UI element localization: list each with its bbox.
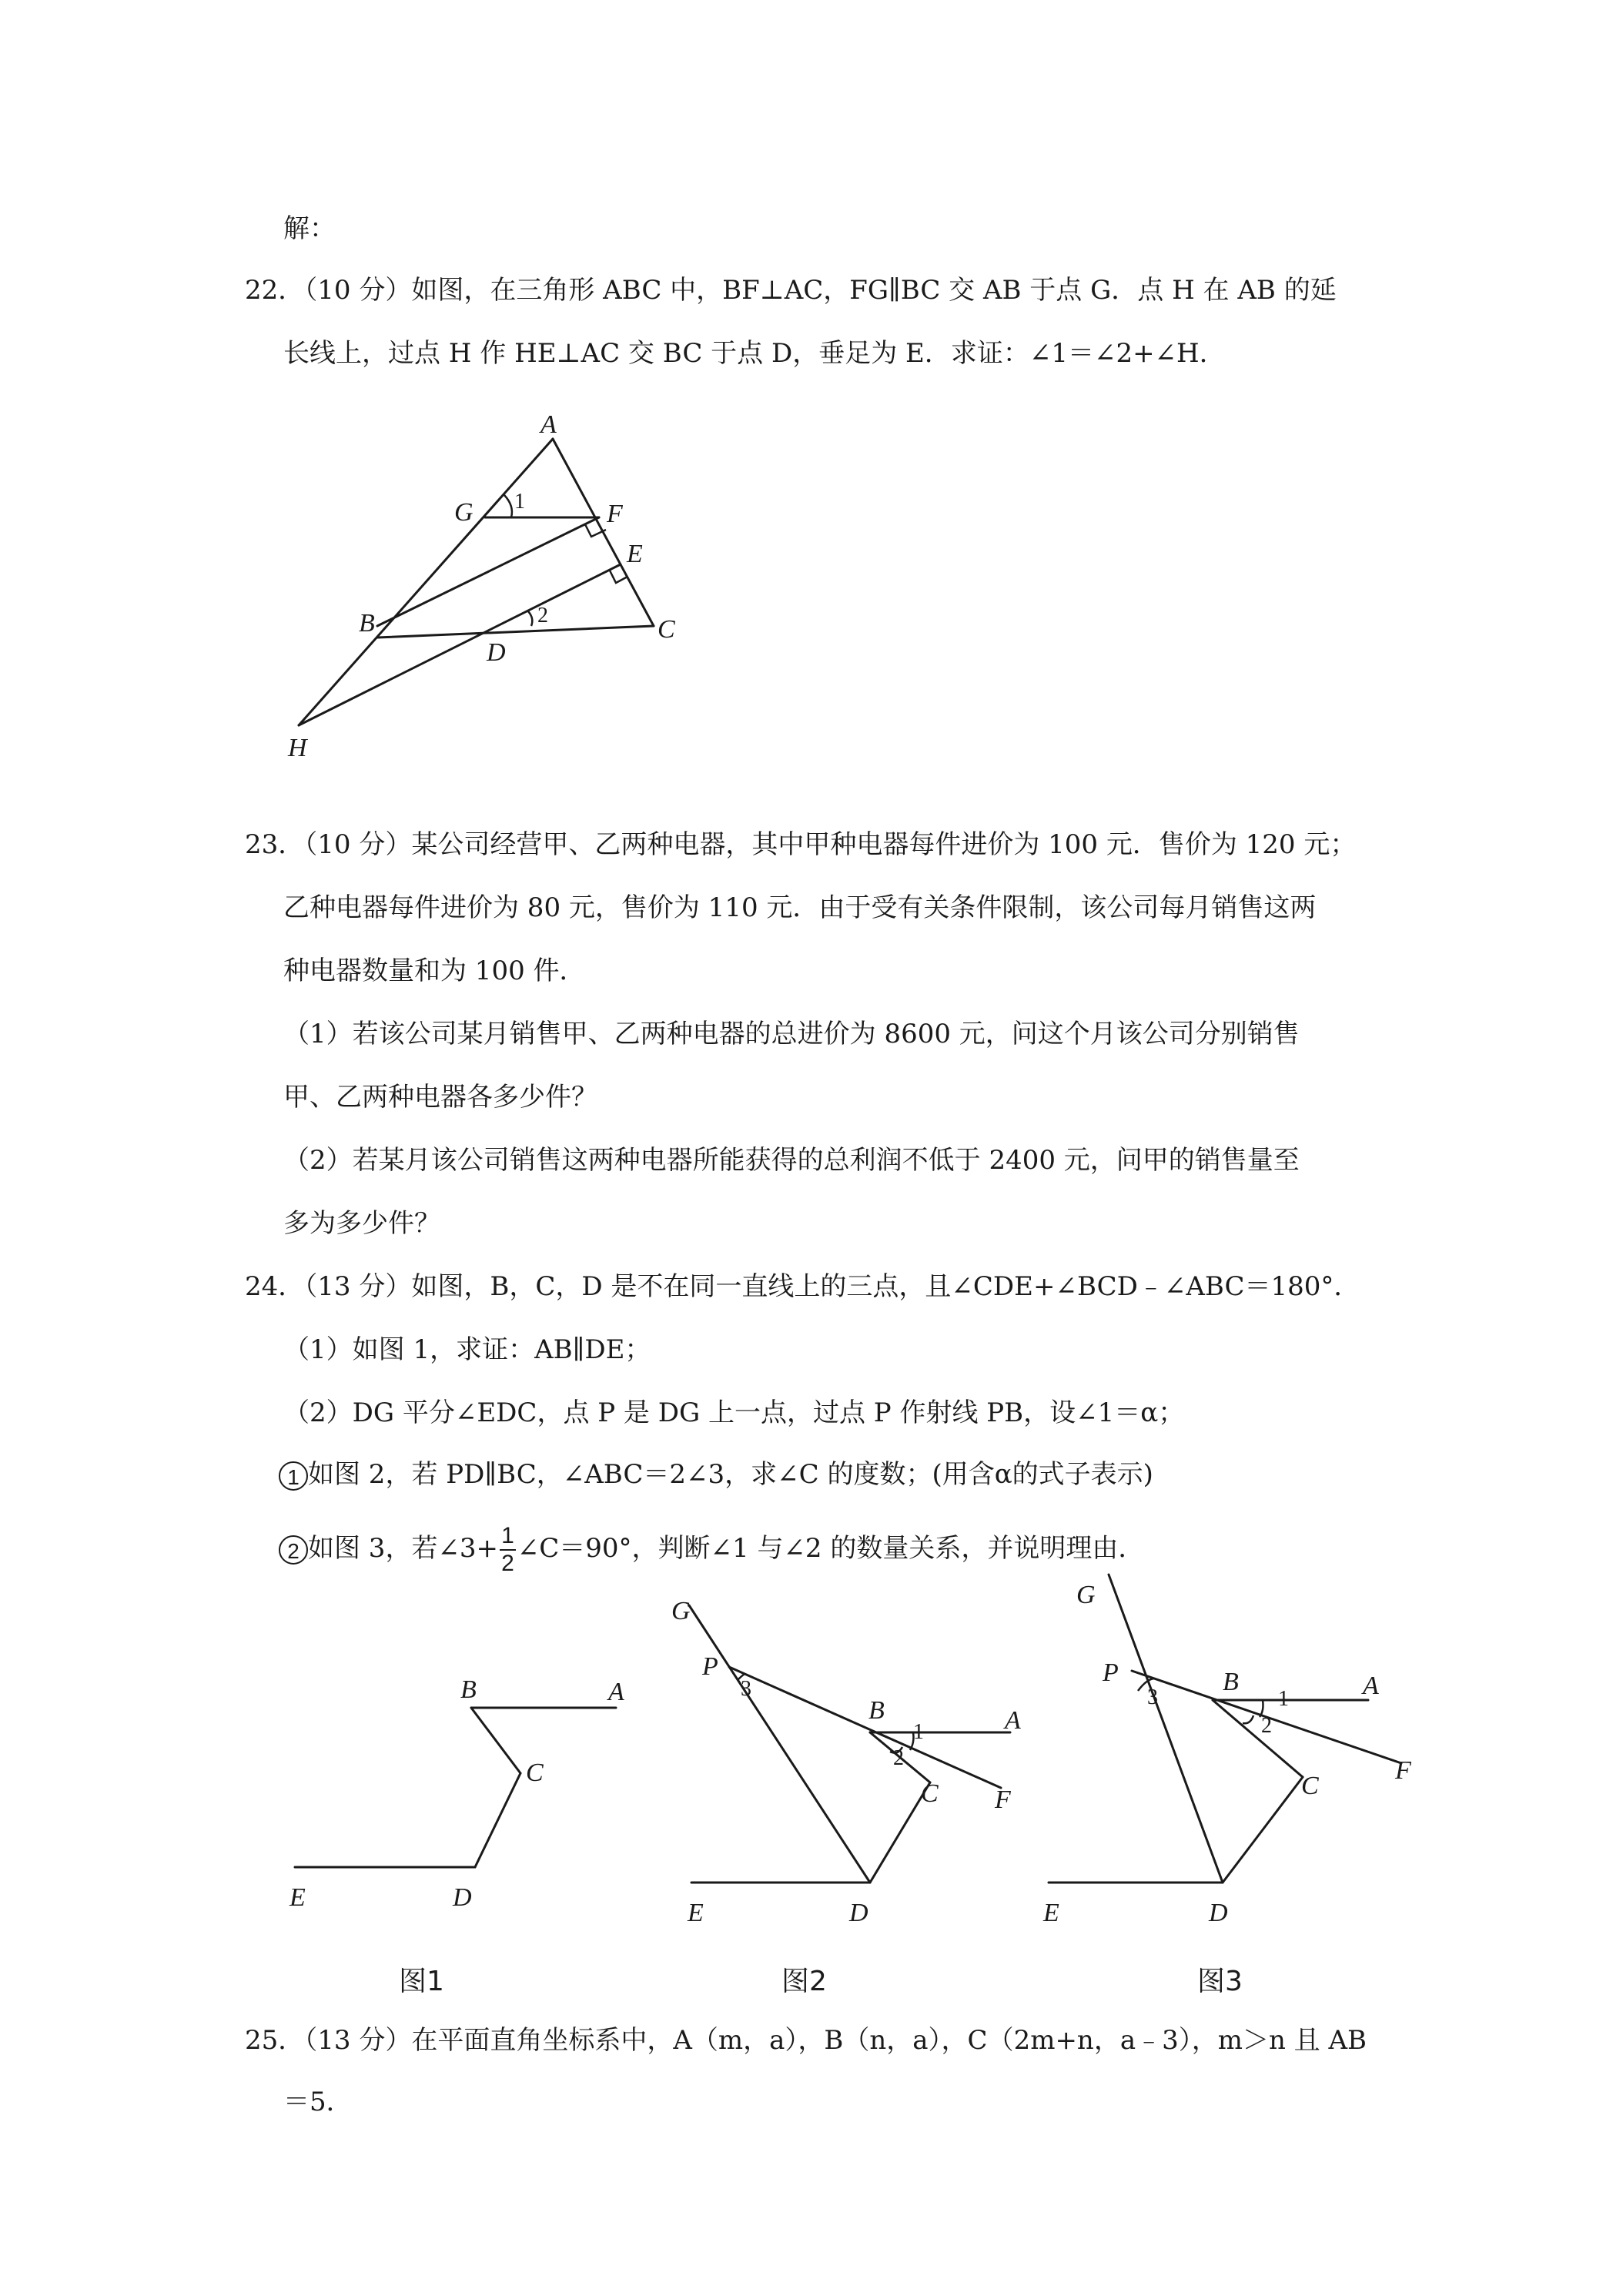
fraction-half: $\frac{1}{2}$ [501,1523,514,1576]
question-number: 25． [245,2025,305,2056]
segment-GD [1109,1575,1223,1883]
label-G: G [454,498,474,527]
figure-2-caption: 图2 [781,1966,827,1997]
label-A: A [608,1678,624,1706]
figure-3-caption: 图3 [1197,1966,1243,1997]
label-B: B [359,609,375,638]
question-23-line3: 种电器数量和为 100 件． [283,956,586,986]
label-C: C [1301,1772,1319,1800]
label-P: P [1103,1658,1119,1687]
label-H: H [288,734,307,762]
label-G: G [1076,1581,1096,1609]
angle-2-label: 2 [893,1746,904,1770]
label-C: C [921,1779,939,1808]
angle-3-label: 3 [1147,1685,1158,1709]
question-score: （13 分） [304,1271,412,1302]
question-25 [245,2023,1367,2057]
label-A: A [1363,1672,1379,1700]
angle-1-label: 1 [1278,1687,1289,1711]
label-C: C [658,615,675,644]
figure-1-caption: 图1 [399,1966,444,1997]
question-23-sub2-line2: 多为多少件？ [283,1208,440,1239]
angle-3-label: 3 [741,1677,751,1701]
question-number: 23． [245,829,305,860]
label-F: F [995,1786,1011,1814]
question-text: 如图，在三角形 ABC 中，BF⊥AC，FG∥BC 交 AB 于点 G．点 H 在 AB 的延 [411,275,1337,306]
label-B: B [868,1696,885,1725]
segment-CD [1223,1777,1303,1883]
question-24-sub1: （1）如图 1，求证：AB∥DE； [283,1334,651,1365]
angle-2-label: 2 [537,604,548,628]
question-score: （10 分） [304,829,412,860]
label-E: E [1043,1899,1059,1927]
label-D: D [849,1899,868,1927]
question-23-sub1: （1）若该公司某月销售甲、乙两种电器的总进价为 8600 元，问这个月该公司分别销售 [283,1019,1300,1049]
angle-1-label: 1 [514,490,525,514]
question-score: （10 分） [304,275,412,306]
question-23-sub1-line2: 甲、乙两种电器各多少件？ [283,1082,597,1113]
label-F: F [1395,1756,1411,1785]
question-25-line2: ＝5． [283,2087,353,2117]
label-C: C [526,1759,544,1787]
question-22-line2: 长线上，过点 H 作 HE⊥AC 交 BC 于点 D，垂足为 E．求证：∠1＝∠2+∠H． [283,338,1226,369]
item-text: 如图 2，若 PD∥BC，∠ABC＝2∠3，求∠C 的度数；(用含α的式子表示) [308,1459,1153,1490]
question-23-sub2: （2）若某月该公司销售这两种电器所能获得的总利润不低于 2400 元，问甲的销售量至 [283,1145,1300,1176]
label-P: P [702,1652,718,1681]
question-24-sub2: （2）DG 平分∠EDC，点 P 是 DG 上一点，过点 P 作射线 PB，设∠1＝α； [283,1397,1185,1428]
label-A: A [1005,1706,1021,1735]
item-text-post: ∠C＝90°，判断∠1 与∠2 的数量关系，并说明理由． [517,1533,1145,1564]
label-G: G [671,1597,691,1625]
question-23-line2: 乙种电器每件进价为 80 元，售价为 110 元．由于受有关条件限制，该公司每月销售这两 [283,892,1317,923]
question-number: 24． [245,1271,305,1302]
label-E: E [289,1883,306,1912]
label-A: A [540,410,557,439]
angle-2-label: 2 [1261,1714,1272,1738]
label-D: D [453,1883,472,1912]
segment-BC [1213,1700,1303,1777]
angle-2-arc [1243,1715,1253,1723]
circled-number-2: 2 [279,1535,308,1565]
question-text: 某公司经营甲、乙两种电器，其中甲种电器每件进价为 100 元．售价为 120 元； [411,829,1357,860]
label-F: F [607,500,623,528]
label-D: D [1209,1899,1228,1927]
question-number: 22． [245,275,305,306]
circled-number-1: 1 [279,1461,308,1491]
label-B: B [460,1675,477,1704]
angle-1-label: 1 [913,1720,924,1744]
question-score: （13 分） [304,2025,412,2056]
label-E: E [688,1899,704,1927]
answer-label: 解： [283,213,336,244]
item-text-pre: 如图 3，若∠3+ [308,1533,499,1564]
label-B: B [1223,1668,1239,1696]
question-text: 在平面直角坐标系中，A（m，a），B（n，a），C（2m+n，a﹣3），m＞n 且 AB [411,2025,1367,2056]
label-E: E [627,540,643,568]
question-text: 如图，B，C，D 是不在同一直线上的三点，且∠CDE+∠BCD﹣∠ABC＝180°． [411,1271,1360,1302]
label-D: D [487,638,506,667]
